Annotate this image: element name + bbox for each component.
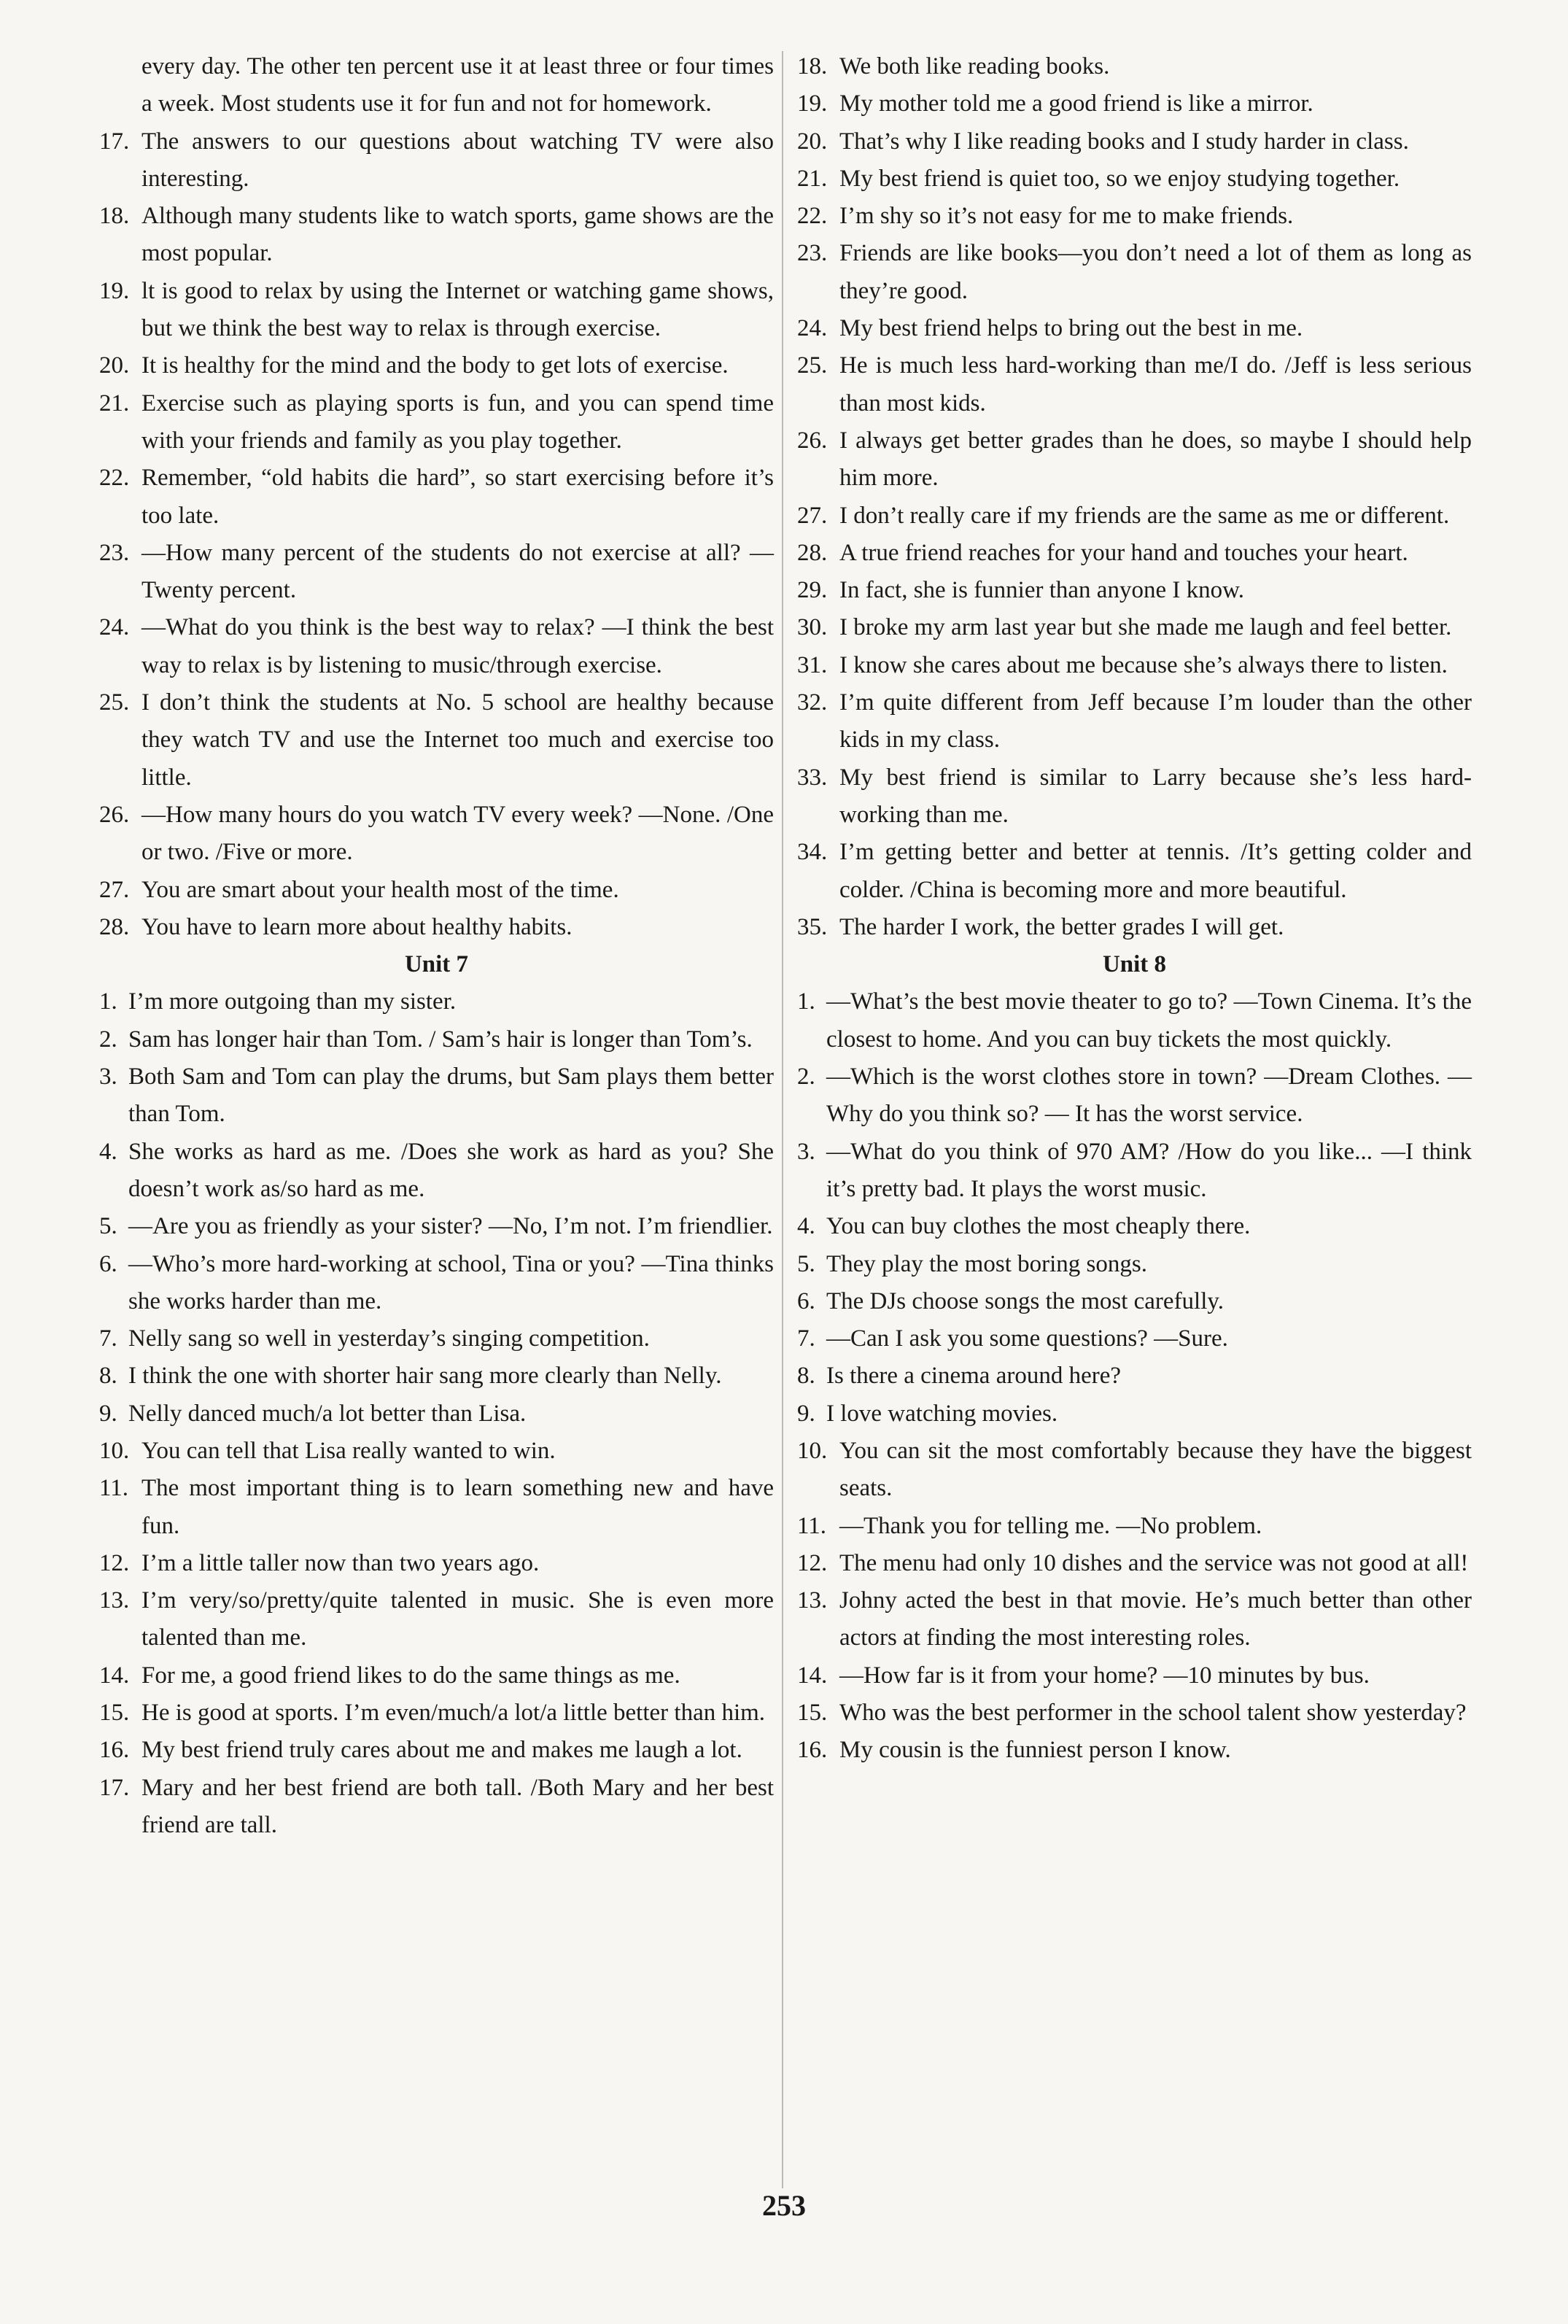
answer-text: Nelly sang so well in yesterday’s singing competition. (128, 1325, 650, 1352)
answer-number: 16. (797, 1737, 828, 1764)
answer-item (797, 684, 1472, 759)
answer-number: 20. (99, 352, 130, 379)
answer-item (99, 1545, 774, 1582)
answer-number: 12. (99, 1549, 130, 1576)
answer-item (99, 1732, 774, 1769)
answer-number: 4. (99, 1138, 117, 1165)
answer-text: I don’t think the students at No. 5 school are healthy because they watch TV and use the Internet too much and exercise too little. (141, 689, 774, 791)
answer-number: 32. (797, 689, 828, 716)
answer-item (797, 48, 1472, 85)
answer-text: They play the most boring songs. (826, 1250, 1147, 1277)
answer-number: 26. (797, 427, 828, 454)
answer-item (797, 1694, 1472, 1732)
answer-text: Friends are like books—you don’t need a lot of them as long as they’re good. (839, 240, 1472, 304)
answer-number: 18. (99, 203, 130, 230)
answer-text: I’m shy so it’s not easy for me to make friends. (839, 203, 1294, 230)
answer-number: 6. (99, 1250, 117, 1277)
answer-item (99, 460, 774, 535)
answer-item (99, 1433, 774, 1470)
answer-number: 31. (797, 651, 828, 678)
answer-text: Although many students like to watch sports, game shows are the most popular. (141, 203, 774, 267)
answer-number: 11. (99, 1475, 129, 1502)
answer-text: The harder I work, the better grades I will get. (839, 913, 1284, 940)
answer-number: 22. (99, 465, 130, 492)
answer-number: 26. (99, 801, 130, 828)
answer-number: 19. (99, 277, 130, 304)
answer-item (797, 983, 1472, 1058)
answer-item (797, 1246, 1472, 1283)
answer-item (797, 1732, 1472, 1769)
answer-item (99, 385, 774, 460)
answer-text: My best friend is quiet too, so we enjoy studying together. (839, 165, 1400, 192)
answer-item (99, 1058, 774, 1134)
answer-number: 13. (99, 1587, 130, 1614)
answer-text: You can sit the most comfortably because they have the biggest seats. (839, 1437, 1472, 1502)
answer-text: My mother told me a good friend is like a mirror. (839, 90, 1313, 117)
answer-number: 7. (797, 1325, 815, 1352)
answer-item (99, 872, 774, 909)
answer-number: 15. (99, 1700, 130, 1727)
answer-text: My best friend helps to bring out the best in me. (839, 315, 1303, 342)
answer-text: —What do you think of 970 AM? /How do you like... —I think it’s pretty bad. It plays the worst music. (826, 1138, 1472, 1202)
answer-number: 23. (99, 539, 130, 566)
answer-item (797, 347, 1472, 422)
answer-number: 18. (797, 53, 828, 80)
right-column (797, 48, 1472, 1770)
answer-text: A true friend reaches for your hand and touches your heart. (839, 539, 1408, 566)
answer-text: —Which is the worst clothes store in town? —Dream Clothes. —Why do you think so? — It has the worst service. (826, 1064, 1472, 1128)
answer-text: Is there a cinema around here? (826, 1363, 1122, 1390)
answer-number: 8. (99, 1363, 117, 1390)
answer-text: —Thank you for telling me. —No problem. (839, 1512, 1262, 1539)
answer-number: 4. (797, 1213, 815, 1240)
answer-text: I know she cares about me because she’s always there to listen. (839, 651, 1448, 678)
answer-item (797, 909, 1472, 946)
unit-heading: Unit 8 (1102, 951, 1167, 978)
answer-text: That’s why I like reading books and I study harder in class. (839, 128, 1409, 155)
answer-item (99, 1582, 774, 1657)
answer-text: —How far is it from your home? —10 minutes by bus. (839, 1662, 1370, 1689)
answer-text: I’m more outgoing than my sister. (128, 988, 457, 1015)
answer-item (99, 1134, 774, 1209)
answer-item (99, 609, 774, 684)
answer-number: 9. (797, 1400, 815, 1427)
answer-number: 29. (797, 577, 828, 604)
answer-text: Sam has longer hair than Tom. / Sam’s hair is longer than Tom’s. (128, 1026, 753, 1053)
answer-number: 24. (99, 614, 130, 641)
answer-text: I don’t really care if my friends are the same as me or different. (839, 502, 1450, 529)
answer-item (99, 1657, 774, 1694)
answer-number: 8. (797, 1363, 815, 1390)
answer-text: —Can I ask you some questions? —Sure. (826, 1325, 1228, 1352)
answer-text: The menu had only 10 dishes and the service was not good at all! (839, 1549, 1469, 1576)
answer-item (99, 983, 774, 1020)
answer-number: 5. (99, 1213, 117, 1240)
page-number: 253 (762, 2189, 806, 2222)
answer-number: 3. (797, 1138, 815, 1165)
answer-text: She works as hard as me. /Does she work as hard as you? She doesn’t work as/so hard as me. (128, 1138, 774, 1202)
answer-text: I’m a little taller now than two years ago. (141, 1549, 540, 1576)
answer-text: I broke my arm last year but she made me laugh and feel better. (839, 614, 1452, 641)
answer-text: We both like reading books. (839, 53, 1110, 80)
answer-number: 28. (797, 539, 828, 566)
answer-number: 30. (797, 614, 828, 641)
answer-text: lt is good to relax by using the Internet or watching game shows, but we think the best way to relax is through exercise. (141, 277, 774, 342)
answer-number: 25. (797, 352, 828, 379)
answer-item (797, 1320, 1472, 1357)
continued-answer (99, 48, 774, 123)
answer-item (797, 1433, 1472, 1508)
answer-text: Both Sam and Tom can play the drums, but Sam plays them better than Tom. (128, 1064, 774, 1128)
answer-text: The most important thing is to learn something new and have fun. (141, 1475, 774, 1539)
answer-item (797, 1134, 1472, 1209)
answer-number: 16. (99, 1737, 130, 1764)
answer-item (797, 1657, 1472, 1694)
answer-text: In fact, she is funnier than anyone I know. (839, 577, 1245, 604)
answer-number: 33. (797, 764, 828, 791)
answer-item (797, 160, 1472, 198)
answer-number: 10. (99, 1437, 130, 1464)
answer-number: 27. (797, 502, 828, 529)
answer-text: I always get better grades than he does, so maybe I should help him more. (839, 427, 1472, 492)
answer-text: The DJs choose songs the most carefully. (826, 1287, 1224, 1314)
answer-number: 21. (99, 390, 130, 417)
column-divider (782, 51, 783, 2188)
answer-item (99, 684, 774, 797)
answer-number: 27. (99, 876, 130, 903)
answer-number: 7. (99, 1325, 117, 1352)
answer-text: —What’s the best movie theater to go to? —Town Cinema. It’s the closest to home. And you can buy tickets the most quickly. (826, 988, 1472, 1053)
answer-item (797, 310, 1472, 347)
answer-number: 2. (797, 1064, 815, 1091)
answer-text: You have to learn more about healthy habits. (141, 913, 573, 940)
answer-item (99, 347, 774, 384)
answer-number: 1. (797, 988, 815, 1015)
answer-number: 11. (797, 1512, 827, 1539)
answer-number: 17. (99, 1774, 130, 1801)
answer-number: 5. (797, 1250, 815, 1277)
answer-text: I’m very/so/pretty/quite talented in music. She is even more talented than me. (141, 1587, 774, 1651)
answer-item (797, 422, 1472, 497)
answer-number: 9. (99, 1400, 117, 1427)
answer-item (797, 572, 1472, 609)
answer-number: 22. (797, 203, 828, 230)
answer-text: —How many hours do you watch TV every week? —None. /One or two. /Five or more. (141, 801, 774, 866)
answer-item (797, 123, 1472, 160)
answer-item (797, 834, 1472, 909)
answer-item (797, 497, 1472, 535)
answer-text: —How many percent of the students do not exercise at all? —Twenty percent. (141, 539, 774, 604)
answer-text: He is good at sports. I’m even/much/a lot/a little better than him. (141, 1700, 766, 1727)
answer-number: 14. (99, 1662, 130, 1689)
unit-heading: Unit 7 (404, 951, 469, 978)
answer-text: My best friend is similar to Larry because she’s less hard-working than me. (839, 764, 1472, 828)
answer-text: Exercise such as playing sports is fun, and you can spend time with your friends and family as you play together. (141, 390, 774, 454)
answer-number: 21. (797, 165, 828, 192)
answer-text: The answers to our questions about watching TV were also interesting. (141, 128, 774, 192)
answer-item (797, 1508, 1472, 1545)
answer-number: 14. (797, 1662, 828, 1689)
answer-number: 34. (797, 839, 828, 866)
answer-item (797, 1283, 1472, 1320)
answer-number: 6. (797, 1287, 815, 1314)
answer-number: 2. (99, 1026, 117, 1053)
answer-item (797, 609, 1472, 646)
answer-item (797, 535, 1472, 572)
answer-text: Johny acted the best in that movie. He’s much better than other actors at finding the most interesting roles. (839, 1587, 1472, 1651)
answer-text: You are smart about your health most of the time. (141, 876, 619, 903)
answer-item (99, 1208, 774, 1245)
answer-item (99, 535, 774, 610)
answer-item (797, 1545, 1472, 1582)
answer-text: I’m quite different from Jeff because I’m louder than the other kids in my class. (839, 689, 1472, 754)
answer-text: You can tell that Lisa really wanted to win. (141, 1437, 556, 1464)
answer-text: My cousin is the funniest person I know. (839, 1737, 1231, 1764)
answer-number: 24. (797, 315, 828, 342)
answer-item (99, 909, 774, 946)
answer-number: 20. (797, 128, 828, 155)
answer-number: 15. (797, 1700, 828, 1727)
answer-text: Nelly danced much/a lot better than Lisa. (128, 1400, 527, 1427)
answer-text: Mary and her best friend are both tall. /Both Mary and her best friend are tall. (141, 1774, 774, 1838)
answer-text: He is much less hard-working than me/I do. /Jeff is less serious than most kids. (839, 352, 1472, 417)
answer-text: I think the one with shorter hair sang more clearly than Nelly. (128, 1363, 722, 1390)
answer-text: —What do you think is the best way to relax? —I think the best way to relax is by listening to music/through exercise. (141, 614, 774, 678)
answer-number: 23. (797, 240, 828, 267)
answer-number: 17. (99, 128, 130, 155)
answer-item (797, 1395, 1472, 1433)
answer-item (797, 235, 1472, 310)
answer-text: For me, a good friend likes to do the same things as me. (141, 1662, 680, 1689)
answer-text: Remember, “old habits die hard”, so start exercising before it’s too late. (141, 465, 774, 529)
answer-text: It is healthy for the mind and the body to get lots of exercise. (141, 352, 729, 379)
answer-number: 10. (797, 1437, 828, 1464)
answer-item (99, 1320, 774, 1357)
answer-item (99, 1395, 774, 1433)
answer-text: every day. The other ten percent use it at least three or four times a week. Most students use it for fun and not for homework. (141, 53, 774, 117)
answer-item (797, 647, 1472, 684)
answer-item (99, 1694, 774, 1732)
answer-text: I’m getting better and better at tennis. /It’s getting colder and colder. /China is becoming more and more beautiful. (839, 839, 1472, 903)
answer-item (99, 1021, 774, 1058)
answer-text: You can buy clothes the most cheaply there. (826, 1213, 1251, 1240)
answer-item (797, 1058, 1472, 1134)
answer-item (797, 198, 1472, 235)
answer-item (99, 1770, 774, 1845)
answer-item (99, 273, 774, 348)
left-column (99, 48, 774, 1844)
answer-item (99, 1470, 774, 1545)
answer-item (99, 797, 774, 872)
answer-item (99, 1357, 774, 1395)
answer-number: 13. (797, 1587, 828, 1614)
answer-item (99, 123, 774, 198)
answer-number: 1. (99, 988, 117, 1015)
answer-number: 3. (99, 1064, 117, 1091)
answer-text: Who was the best performer in the school talent show yesterday? (839, 1700, 1467, 1727)
answer-item (797, 1208, 1472, 1245)
answer-item (797, 1357, 1472, 1395)
answer-item (99, 1246, 774, 1321)
answer-item (797, 85, 1472, 123)
answer-text: My best friend truly cares about me and makes me laugh a lot. (141, 1737, 742, 1764)
answer-item (797, 1582, 1472, 1657)
answer-number: 28. (99, 913, 130, 940)
answer-text: I love watching movies. (826, 1400, 1058, 1427)
answer-number: 35. (797, 913, 828, 940)
answer-item (99, 198, 774, 273)
answer-number: 12. (797, 1549, 828, 1576)
answer-item (797, 759, 1472, 834)
answer-number: 19. (797, 90, 828, 117)
answer-text: —Who’s more hard-working at school, Tina or you? —Tina thinks she works harder than me. (128, 1250, 774, 1314)
answer-number: 25. (99, 689, 130, 716)
answer-text: —Are you as friendly as your sister? —No, I’m not. I’m friendlier. (128, 1213, 773, 1240)
